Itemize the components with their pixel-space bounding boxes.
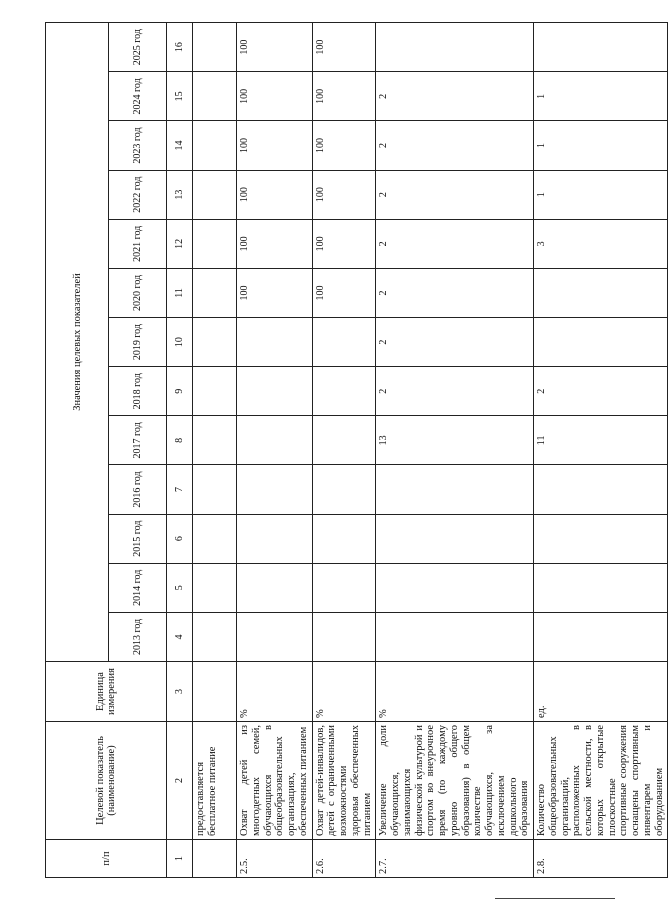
value-cell <box>534 465 668 514</box>
value-cell <box>193 612 237 661</box>
column-number: 5 <box>167 563 193 612</box>
year-header: 2023 год <box>109 121 167 170</box>
value-cell: 2 <box>376 170 534 219</box>
column-number: 16 <box>167 22 193 71</box>
value-cell: 100 <box>237 170 313 219</box>
value-cell <box>534 514 668 563</box>
value-cell <box>237 416 313 465</box>
value-cell <box>312 514 376 563</box>
row-number: 2.5. <box>237 840 313 878</box>
table-row <box>193 22 237 877</box>
value-cell: 2 <box>376 219 534 268</box>
value-cell <box>237 563 313 612</box>
value-cell: 1 <box>534 170 668 219</box>
column-number: 4 <box>167 612 193 661</box>
column-number: 3 <box>167 662 193 722</box>
column-number: 9 <box>167 367 193 416</box>
value-cell <box>312 465 376 514</box>
value-cell <box>312 612 376 661</box>
value-cell <box>312 416 376 465</box>
value-cell <box>534 268 668 317</box>
table-row <box>534 22 668 877</box>
value-cell <box>193 416 237 465</box>
year-header: 2022 год <box>109 170 167 219</box>
value-cell <box>312 563 376 612</box>
value-cell <box>237 514 313 563</box>
column-number: 13 <box>167 170 193 219</box>
value-cell <box>376 563 534 612</box>
value-cell <box>193 22 237 71</box>
value-cell <box>193 72 237 121</box>
value-cell: 1 <box>534 72 668 121</box>
value-cell <box>237 612 313 661</box>
row-number: 2.8. <box>534 840 668 878</box>
indicator-name: Охват детей из многодетных семей, обучающихся в общеобразовательных организациях, обеспеченных питанием <box>237 722 313 840</box>
row-number: 2.6. <box>312 840 376 878</box>
value-cell <box>534 563 668 612</box>
column-number: 2 <box>167 722 193 840</box>
header-values: Значения целевых показателей <box>46 22 109 661</box>
value-cell <box>376 514 534 563</box>
year-header: 2019 год <box>109 318 167 367</box>
year-header: 2021 год <box>109 219 167 268</box>
column-number: 8 <box>167 416 193 465</box>
target-indicators-table <box>45 22 668 878</box>
year-header: 2014 год <box>109 563 167 612</box>
column-number: 10 <box>167 318 193 367</box>
value-cell <box>193 268 237 317</box>
value-cell: 100 <box>312 121 376 170</box>
indicator-name: Увеличение доли обучающихся, занимающихся физической культурой и спортом во внеурочное время (по каждому уровню общего образования) в общем количестве обучающихся, за исключением дошкольного образования <box>376 722 534 840</box>
indicator-unit: % <box>376 662 534 722</box>
value-cell <box>193 367 237 416</box>
value-cell: 100 <box>237 121 313 170</box>
year-header: 2024 год <box>109 72 167 121</box>
column-number: 15 <box>167 72 193 121</box>
table-row <box>237 22 313 877</box>
year-header: 2025 год <box>109 22 167 71</box>
value-cell <box>376 22 534 71</box>
table-row <box>376 22 534 877</box>
column-number: 12 <box>167 219 193 268</box>
table-row <box>312 22 376 877</box>
row-number: 2.7. <box>376 840 534 878</box>
value-cell <box>193 465 237 514</box>
value-cell: 100 <box>237 72 313 121</box>
year-header: 2015 год <box>109 514 167 563</box>
value-cell <box>534 22 668 71</box>
indicator-name: предоставляется бесплатное питание <box>193 722 237 840</box>
value-cell: 2 <box>534 367 668 416</box>
value-cell <box>193 121 237 170</box>
value-cell: 2 <box>376 121 534 170</box>
column-number: 11 <box>167 268 193 317</box>
value-cell <box>312 367 376 416</box>
value-cell: 11 <box>534 416 668 465</box>
value-cell <box>534 318 668 367</box>
indicator-name: Охват детей-инвалидов, детей с ограниченными возможностями здоровья обеспеченных питанием <box>312 722 376 840</box>
indicator-unit: % <box>312 662 376 722</box>
rotated-page <box>45 23 665 878</box>
header-num: п/п <box>46 840 167 878</box>
year-header: 2018 год <box>109 367 167 416</box>
value-cell: 100 <box>237 22 313 71</box>
column-number: 6 <box>167 514 193 563</box>
value-cell: 1 <box>534 121 668 170</box>
year-header: 2016 год <box>109 465 167 514</box>
value-cell: 13 <box>376 416 534 465</box>
value-cell: 100 <box>237 219 313 268</box>
column-numbers-row <box>167 22 193 877</box>
value-cell <box>534 612 668 661</box>
column-number: 1 <box>167 840 193 878</box>
year-header: 2013 год <box>109 612 167 661</box>
value-cell: 100 <box>312 219 376 268</box>
value-cell <box>193 170 237 219</box>
value-cell <box>312 318 376 367</box>
year-header: 2017 год <box>109 416 167 465</box>
value-cell <box>193 318 237 367</box>
value-cell: 2 <box>376 268 534 317</box>
value-cell: 2 <box>376 318 534 367</box>
value-cell <box>193 514 237 563</box>
header-indicator: Целевой показатель (наименование) <box>46 722 167 840</box>
indicator-unit: ед. <box>534 662 668 722</box>
value-cell <box>237 465 313 514</box>
column-number: 14 <box>167 121 193 170</box>
value-cell: 3 <box>534 219 668 268</box>
indicator-unit: % <box>237 662 313 722</box>
row-number <box>193 840 237 878</box>
value-cell <box>237 367 313 416</box>
value-cell: 100 <box>312 268 376 317</box>
value-cell <box>237 318 313 367</box>
value-cell: 100 <box>312 72 376 121</box>
indicator-name: Количество общеобразовательных организаций, расположенных в сельской местности, в которых открытые плоскостные спортивные сооружения оснащены спортивным инвентарем и оборудованием <box>534 722 668 840</box>
year-header: 2020 год <box>109 268 167 317</box>
indicator-unit <box>193 662 237 722</box>
header-unit: Единица измерения <box>46 662 167 722</box>
value-cell <box>193 219 237 268</box>
page-edge-line <box>495 898 615 899</box>
value-cell: 2 <box>376 72 534 121</box>
value-cell: 2 <box>376 367 534 416</box>
value-cell <box>376 612 534 661</box>
value-cell: 100 <box>312 170 376 219</box>
column-number: 7 <box>167 465 193 514</box>
header-row-top <box>46 22 109 877</box>
value-cell <box>193 563 237 612</box>
value-cell <box>376 465 534 514</box>
value-cell: 100 <box>312 22 376 71</box>
value-cell: 100 <box>237 268 313 317</box>
